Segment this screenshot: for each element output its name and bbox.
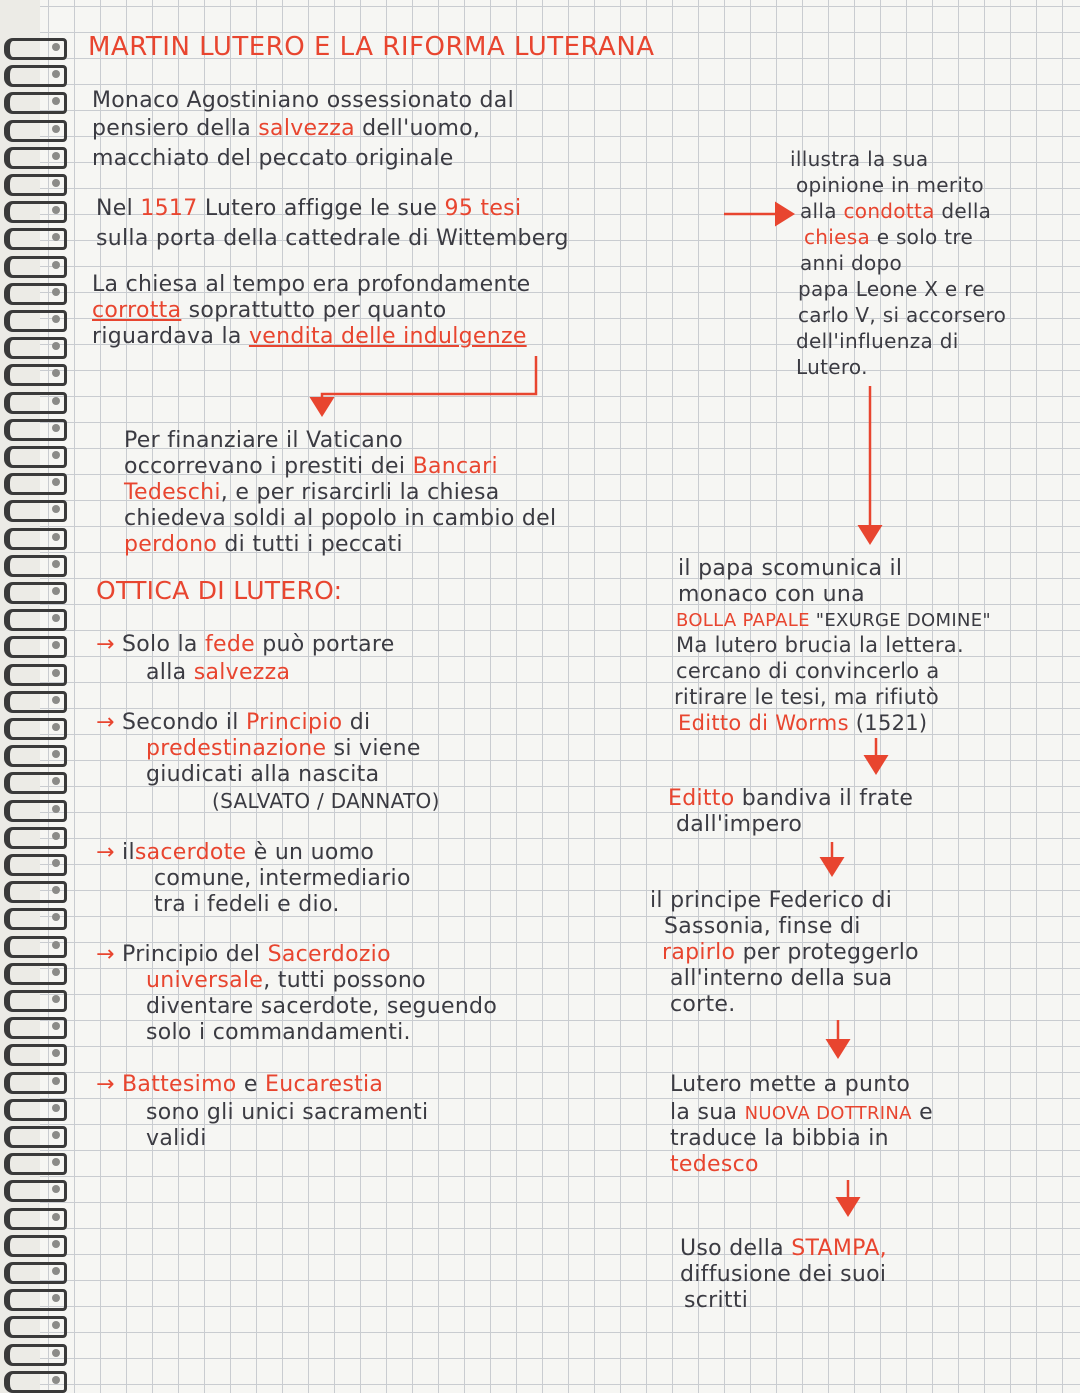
editto-line-2: dall'impero (676, 812, 803, 837)
highlight-fede: fede (205, 632, 255, 657)
highlight-vendita-indulgenze: vendita delle indulgenze (248, 324, 527, 349)
illustra-text: della (941, 199, 992, 223)
illustra-text: alla (800, 199, 837, 223)
highlight-principio: Principio (245, 710, 343, 735)
point-text: Solo la (122, 632, 198, 657)
arrow-bullet-icon: → (96, 710, 115, 735)
intro-line-1: Monaco Agostiniano ossessionato dal (92, 88, 515, 113)
highlight-corrotta: corrotta (92, 298, 182, 323)
illustra-line-8: dell'influenza di (796, 329, 959, 353)
tesi-text: Nel (96, 196, 134, 221)
tesi-line-2: sulla porta della cattedrale di Wittemberg (96, 226, 569, 251)
scomunica-line-5: cercano di convincerlo a (676, 659, 940, 683)
ottica-point-3c: tra i fedeli e dio. (154, 892, 340, 917)
point-text: è un uomo (253, 840, 375, 865)
highlight-condotta: condotta (843, 199, 935, 223)
dottrina-text: e (919, 1100, 933, 1125)
ottica-point-4c: diventare sacerdote, seguendo (146, 994, 498, 1019)
ottica-point-2c: giudicati alla nascita (146, 762, 380, 787)
scomunica-text: "EXURGE DOMINE" (815, 610, 991, 631)
intro-line-3: macchiato del peccato originale (92, 146, 454, 171)
federico-text: per proteggerlo (742, 940, 919, 965)
highlight-bolla-papale: BOLLA PAPALE (676, 610, 810, 631)
highlight-editto: Editto (668, 786, 735, 811)
highlight-perdono: perdono (124, 532, 218, 557)
illustra-line-2: opinione in merito (796, 173, 984, 197)
arrow-bullet-icon: → (96, 840, 115, 865)
federico-line-5: corte. (670, 992, 736, 1017)
chiesa-line-1: La chiesa al tempo era profondamente (92, 272, 531, 297)
point-text: Secondo il (122, 710, 239, 735)
point-text: si viene (333, 736, 421, 761)
intro-text: pensiero della (92, 116, 251, 141)
federico-line-2: Sassonia, finse di (664, 914, 861, 939)
scomunica-line-1: il papa scomunica il (678, 556, 903, 581)
highlight-universale: universale (146, 968, 264, 993)
highlight-salvezza: salvezza (258, 116, 355, 141)
point-text: può portare (262, 632, 395, 657)
vaticano-text: di tutti i peccati (224, 532, 403, 557)
arrow-bullet-icon: → (96, 942, 115, 967)
arrow-indulgenze-to-vaticano (322, 356, 536, 412)
point-text: alla (146, 660, 187, 685)
page-title: MARTIN LUTERO E LA RIFORMA LUTERANA (88, 32, 655, 62)
federico-line-4: all'interno della sua (670, 966, 893, 991)
point-text: il (122, 840, 135, 865)
highlight-nuova-dottrina: NUOVA DOTTRINA (744, 1103, 912, 1124)
point-text: , tutti possono (263, 968, 426, 993)
highlight-editto-worms: Editto di Worms (678, 711, 849, 735)
intro-text: dell'uomo, (362, 116, 481, 141)
highlight-eucarestia: Eucarestia (265, 1072, 384, 1097)
vaticano-text: occorrevano i prestiti dei (124, 454, 406, 479)
highlight-chiesa: chiesa (804, 225, 871, 249)
ottica-point-5b: sono gli unici sacramenti (146, 1100, 429, 1125)
scomunica-line-2: monaco con una (678, 582, 865, 607)
vaticano-line-1: Per finanziare il Vaticano (124, 428, 404, 453)
federico-line-1: il principe Federico di (650, 888, 893, 913)
highlight-sacerdozio: Sacerdozio (267, 942, 391, 967)
illustra-line-1: illustra la sua (790, 147, 929, 171)
highlight-1517: 1517 (140, 196, 198, 221)
stampa-text: Uso della (680, 1236, 784, 1261)
illustra-text: e solo tre (876, 225, 974, 249)
tesi-text: Lutero affigge le sue (204, 196, 438, 221)
highlight-salvezza: salvezza (193, 660, 291, 685)
vaticano-text: , e per risarcirli la chiesa (220, 480, 500, 505)
ottica-point-3b: comune, intermediario (154, 866, 411, 891)
highlight-95-tesi: 95 tesi (444, 196, 522, 221)
scomunica-line-6: ritirare le tesi, ma rifiutò (674, 685, 940, 709)
chiesa-text: riguardava la (92, 324, 242, 349)
ottica-point-4d: solo i commandamenti. (146, 1020, 411, 1045)
stampa-line-2: diffusione dei suoi (680, 1262, 887, 1287)
chiesa-text: soprattutto per quanto (188, 298, 447, 323)
arrow-bullet-icon: → (96, 1072, 115, 1097)
scomunica-line-4: Ma lutero brucia la lettera. (676, 633, 964, 657)
dottrina-line-4: tedesco (670, 1152, 759, 1177)
highlight-stampa: STAMPA, (791, 1236, 887, 1261)
highlight-predestinazione: predestinazione (146, 736, 327, 761)
illustra-line-9: Lutero. (796, 355, 868, 379)
ottica-point-5c: validi (146, 1126, 207, 1151)
illustra-line-7: carlo V, si accorsero (798, 303, 1007, 327)
scomunica-text: (1521) (855, 711, 928, 735)
ottica-point-2d: (SALVATO / DANNATO) (212, 789, 440, 813)
highlight-bancari: Bancari (412, 454, 498, 479)
point-text: di (349, 710, 371, 735)
dottrina-text: la sua (670, 1100, 738, 1125)
illustra-line-6: papa Leone X e re (798, 277, 985, 301)
ottica-heading: OTTICA DI LUTERO: (96, 576, 343, 605)
dottrina-line-1: Lutero mette a punto (670, 1072, 911, 1097)
highlight-sacerdote: sacerdote (134, 840, 247, 865)
stampa-line-3: scritti (684, 1288, 749, 1313)
vaticano-line-4: chiedeva soldi al popolo in cambio del (124, 506, 557, 531)
editto-text: bandiva il frate (741, 786, 914, 811)
point-text: e (243, 1072, 258, 1097)
point-text: Principio del (122, 942, 261, 967)
illustra-line-5: anni dopo (800, 251, 903, 275)
highlight-rapirlo: rapirlo (662, 940, 736, 965)
highlight-tedeschi: Tedeschi (124, 480, 221, 505)
highlight-battesimo: Battesimo (122, 1072, 237, 1097)
arrow-bullet-icon: → (96, 632, 115, 657)
dottrina-line-3: traduce la bibbia in (670, 1126, 889, 1151)
